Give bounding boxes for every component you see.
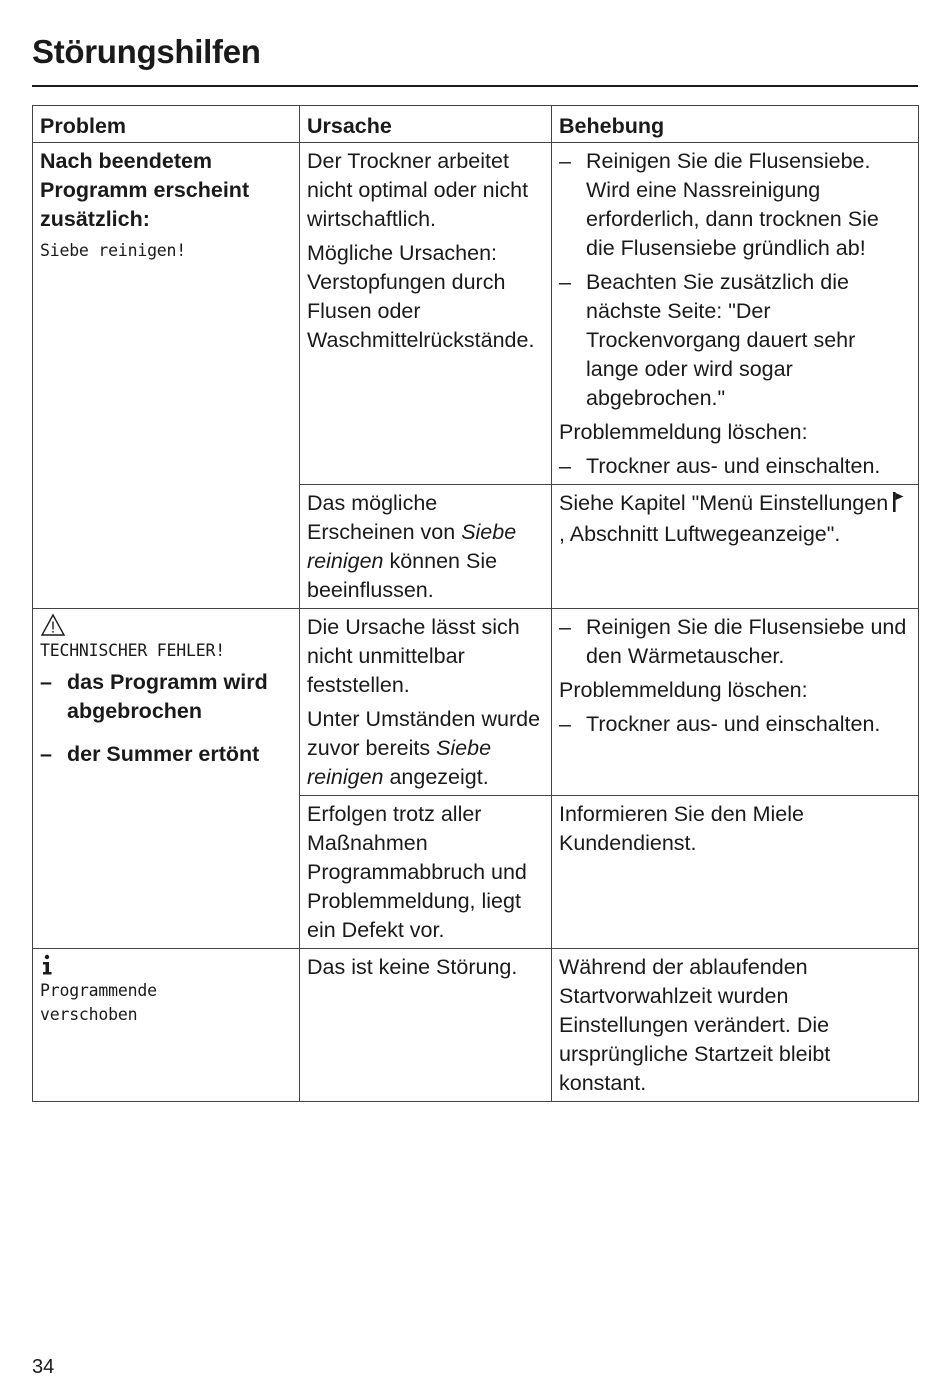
display-message: TECHNISCHER FEHLER! (40, 641, 225, 660)
display-message: Programmende verschoben (40, 981, 157, 1024)
info-icon (40, 953, 293, 979)
flag-icon (893, 491, 904, 520)
title-divider (32, 85, 918, 87)
problem-title: Nach beendetem Programm erscheint zusätzlich: (40, 149, 250, 231)
list-item: – der Summer ertönt (40, 740, 293, 769)
fix-text: Trockner aus- und einschalten. (586, 454, 881, 478)
list-item: – Reinigen Sie die Flusensiebe und den Wärmetauscher. (559, 613, 912, 671)
table-row (33, 143, 919, 485)
list-item: – Trockner aus- und einschalten. (559, 452, 912, 481)
cause-cell: Erfolgen trotz aller Maßnahmen Programmabbruch und Problemmeldung, liegt ein Defekt vor. (300, 796, 552, 949)
page-number: 34 (32, 1356, 55, 1378)
problem-cell (33, 949, 300, 1102)
table-header-row (33, 106, 919, 143)
display-reference: Siebe reinigen (307, 520, 517, 573)
cause-cell (300, 609, 552, 796)
warning-triangle-icon (40, 613, 293, 639)
fix-text: Problemmeldung löschen: (559, 420, 808, 444)
header-problem: Problem (33, 106, 300, 143)
list-item: – Reinigen Sie die Flusensiebe. Wird eine Nassreinigung erforderlich, dann trocknen Sie die Flusensiebe gründlich ab! (559, 147, 912, 263)
cause-text: Mögliche Ursachen: Verstopfungen durch Flusen oder Waschmittelrückstände. (307, 241, 535, 352)
fix-cell: Siehe Kapitel "Menü Einstellungen, Abschnitt Luftwegeanzeige". (552, 485, 919, 609)
fix-text: Trockner aus- und einschalten. (586, 712, 881, 736)
problem-cell (33, 143, 300, 609)
fix-text: Reinigen Sie die Flusensiebe. Wird eine Nassreinigung erforderlich, dann trocknen Sie die Flusensiebe gründlich ab! (586, 149, 879, 260)
list-item: – Beachten Sie zusätzlich die nächste Seite: "Der Trockenvorgang dauert sehr lange oder wird sogar abgebrochen." (559, 268, 912, 413)
troubleshooting-table (32, 105, 919, 1102)
list-item: – Trockner aus- und einschalten. (559, 710, 912, 739)
fix-text: Beachten Sie zusätzlich die nächste Seite: "Der Trockenvorgang dauert sehr lange oder wird sogar abgebrochen." (586, 270, 856, 410)
header-cause: Ursache (300, 106, 552, 143)
problem-text: der Summer ertönt (67, 742, 260, 766)
cause-cell: Das mögliche Erscheinen von Siebe reinigen können Sie beeinflussen. (300, 485, 552, 609)
table-row (33, 609, 919, 796)
problem-text: das Programm wird abgebrochen (67, 670, 268, 723)
display-message: Siebe reinigen! (40, 241, 187, 260)
fix-cell (552, 143, 919, 485)
fix-cell: Während der ablaufenden Startvorwahlzeit wurden Einstellungen verändert. Die ursprüngliche Startzeit bleibt konstant. (552, 949, 919, 1102)
table-row (33, 949, 919, 1102)
cause-text: Die Ursache lässt sich nicht unmittelbar feststellen. (307, 615, 520, 697)
fix-cell: Informieren Sie den Miele Kundendienst. (552, 796, 919, 949)
cause-text: Der Trockner arbeitet nicht optimal oder nicht wirtschaftlich. (307, 149, 529, 231)
fix-text: Problemmeldung löschen: (559, 678, 808, 702)
list-item: – das Programm wird abgebrochen (40, 668, 293, 726)
display-reference: Siebe reinigen (307, 736, 492, 789)
header-fix: Behebung (552, 106, 919, 143)
page-title: Störungshilfen (32, 33, 261, 70)
fix-text: Reinigen Sie die Flusensiebe und den Wärmetauscher. (586, 615, 907, 668)
problem-cell (33, 609, 300, 949)
cause-cell (300, 143, 552, 485)
cause-cell: Das ist keine Störung. (300, 949, 552, 1102)
cause-text: Unter Umständen wurde zuvor bereits Siebe reinigen angezeigt. (307, 707, 541, 789)
fix-cell (552, 609, 919, 796)
